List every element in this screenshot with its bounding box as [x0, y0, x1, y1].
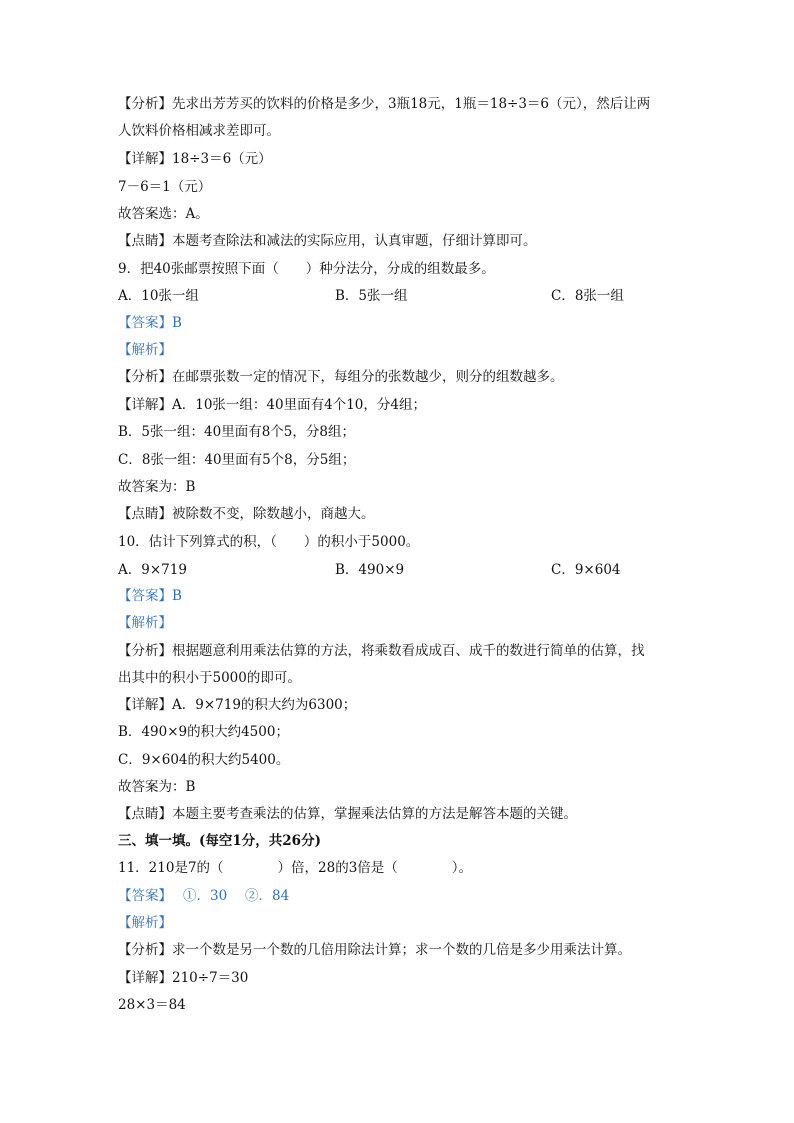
q10-question: 10．估计下列算式的积，（ ）的积小于5000。: [118, 534, 420, 550]
q10-analysis-line-2: 出其中的积小于5000的即可。: [118, 670, 301, 686]
q10-option-a: A．9×719: [118, 562, 187, 578]
q8-remark: 【点睛】本题考查除法和减法的实际应用，认真审题，仔细计算即可。: [118, 233, 537, 249]
q8-answer-line: 故答案选：A。: [118, 206, 209, 222]
q8-analysis-line-2: 人饮料价格相减求差即可。: [118, 123, 280, 139]
q10-option-b: B．490×9: [335, 562, 405, 578]
q10-analysis-line-1: 【分析】根据题意利用乘法估算的方法，将乘数看成成百、成千的数进行简单的估算，找: [118, 643, 645, 659]
q8-detail-line-1: 【详解】18÷3＝6（元）: [118, 151, 272, 167]
q8-analysis-line-1: 【分析】先求出芳芳买的饮料的价格是多少，3瓶18元，1瓶＝18÷3＝6（元），然后让两: [118, 96, 651, 112]
q9-option-c: C．8张一组: [551, 288, 624, 304]
q11-question: 11．210是7的（ ）倍，28的3倍是（ ）。: [118, 860, 473, 876]
q9-remark: 【点睛】被除数不变，除数越小，商越大。: [118, 506, 375, 522]
q8-detail-line-2: 7－6＝1（元）: [118, 179, 212, 195]
q9-question: 9．把40张邮票按照下面（ ）种分法分，分成的组数最多。: [118, 261, 495, 277]
q9-answer: 【答案】B: [118, 315, 182, 331]
section-heading: 三、填一填。(每空1分，共26分): [118, 833, 321, 849]
q10-detail-b: B．490×9的积大约4500；: [118, 724, 289, 740]
q10-option-c: C．9×604: [551, 562, 621, 578]
q9-conclusion: 故答案为：B: [118, 479, 196, 495]
q11-analysis-label: 【解析】: [118, 915, 172, 931]
q9-option-a: A．10张一组: [118, 288, 199, 304]
q9-option-b: B．5张一组: [335, 288, 408, 304]
q11-analysis: 【分析】求一个数是另一个数的几倍用除法计算；求一个数的几倍是多少用乘法计算。: [118, 942, 631, 958]
q10-conclusion: 故答案为：B: [118, 779, 196, 795]
q9-analysis: 【分析】在邮票张数一定的情况下，每组分的张数越少，则分的组数越多。: [118, 369, 564, 385]
q9-analysis-label: 【解析】: [118, 342, 172, 358]
q10-answer: 【答案】B: [118, 588, 182, 604]
q10-analysis-label: 【解析】: [118, 615, 172, 631]
q10-detail-c: C．9×604的积大约5400。: [118, 752, 290, 768]
q9-detail-b: B．5张一组：40里面有8个5，分8组；: [118, 424, 355, 440]
q11-detail-line-1: 【详解】210÷7＝30: [118, 970, 249, 986]
q11-detail-line-2: 28×3＝84: [118, 997, 186, 1013]
q9-detail-a: 【详解】A．10张一组：40里面有4个10，分4组；: [118, 397, 426, 413]
q10-remark: 【点睛】本题主要考查乘法的估算，掌握乘法估算的方法是解答本题的关键。: [118, 806, 577, 822]
q10-detail-a: 【详解】A．9×719的积大约为6300；: [118, 697, 357, 713]
q11-answer: 【答案】 ①．30 ②．84: [118, 888, 290, 904]
q9-detail-c: C．8张一组：40里面有5个8，分5组；: [118, 452, 356, 468]
